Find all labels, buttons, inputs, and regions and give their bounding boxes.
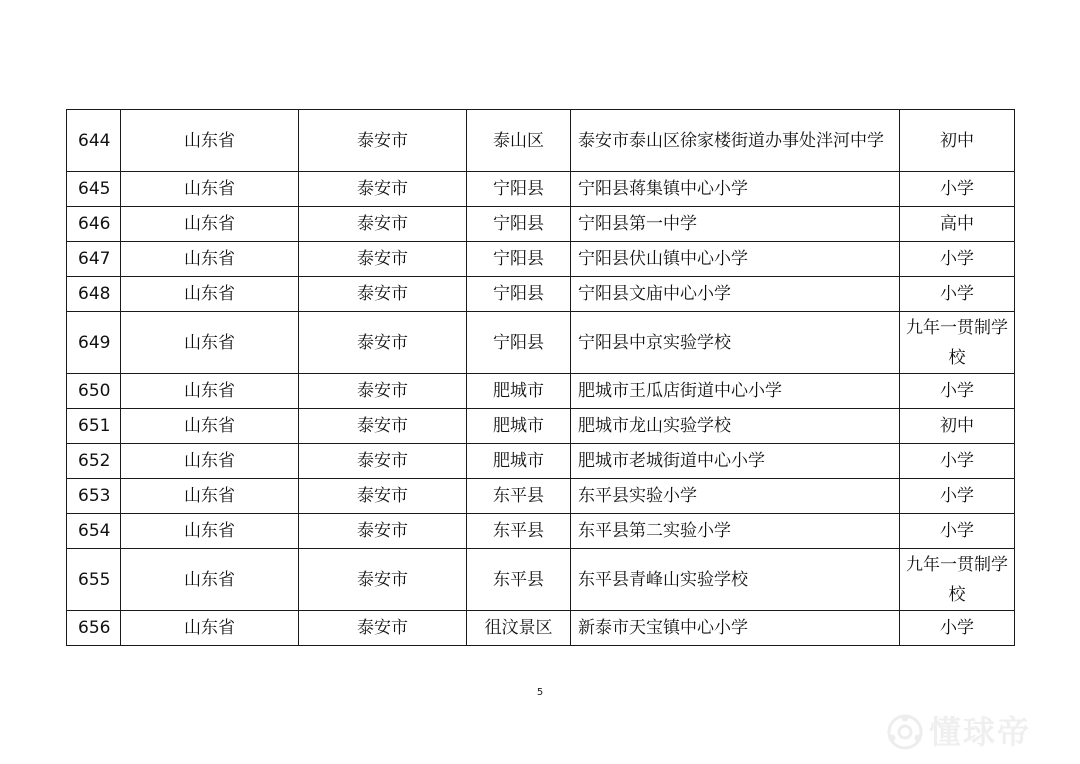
cell-school-level: 小学 (900, 277, 1015, 312)
cell-school-name: 东平县青峰山实验学校 (571, 549, 900, 611)
table-row (67, 172, 1015, 207)
cell-city: 泰安市 (299, 312, 467, 374)
cell-province: 山东省 (121, 172, 299, 207)
page-number: 5 (536, 687, 544, 698)
table-row (67, 312, 1015, 374)
table-row (67, 549, 1015, 611)
cell-district: 宁阳县 (467, 242, 571, 277)
cell-school-name: 肥城市老城街道中心小学 (571, 444, 900, 479)
cell-school-level: 小学 (900, 374, 1015, 409)
cell-city: 泰安市 (299, 242, 467, 277)
cell-school-level: 小学 (900, 514, 1015, 549)
cell-school-level: 小学 (900, 242, 1015, 277)
cell-school-name: 宁阳县第一中学 (571, 207, 900, 242)
cell-school-level: 高中 (900, 207, 1015, 242)
cell-number: 656 (67, 611, 121, 646)
table-row (67, 242, 1015, 277)
cell-city: 泰安市 (299, 409, 467, 444)
cell-province: 山东省 (121, 611, 299, 646)
cell-province: 山东省 (121, 277, 299, 312)
cell-number: 653 (67, 479, 121, 514)
cell-school-name: 宁阳县中京实验学校 (571, 312, 900, 374)
cell-number: 647 (67, 242, 121, 277)
cell-school-name: 宁阳县文庙中心小学 (571, 277, 900, 312)
cell-school-name: 东平县实验小学 (571, 479, 900, 514)
cell-city: 泰安市 (299, 611, 467, 646)
cell-city: 泰安市 (299, 514, 467, 549)
cell-province: 山东省 (121, 409, 299, 444)
table-row (67, 409, 1015, 444)
cell-school-name: 泰安市泰山区徐家楼街道办事处泮河中学 (571, 110, 900, 172)
cell-province: 山东省 (121, 444, 299, 479)
cell-district: 肥城市 (467, 409, 571, 444)
cell-city: 泰安市 (299, 444, 467, 479)
table-row (67, 277, 1015, 312)
cell-province: 山东省 (121, 110, 299, 172)
cell-province: 山东省 (121, 514, 299, 549)
cell-district: 宁阳县 (467, 277, 571, 312)
cell-number: 649 (67, 312, 121, 374)
cell-school-level: 初中 (900, 110, 1015, 172)
cell-school-name: 肥城市王瓜店街道中心小学 (571, 374, 900, 409)
school-list-table (66, 109, 1015, 646)
cell-city: 泰安市 (299, 277, 467, 312)
cell-district: 宁阳县 (467, 207, 571, 242)
cell-province: 山东省 (121, 374, 299, 409)
cell-city: 泰安市 (299, 172, 467, 207)
cell-school-level: 九年一贯制学校 (900, 549, 1015, 611)
cell-school-name: 新泰市天宝镇中心小学 (571, 611, 900, 646)
cell-number: 646 (67, 207, 121, 242)
cell-city: 泰安市 (299, 110, 467, 172)
cell-province: 山东省 (121, 242, 299, 277)
cell-number: 650 (67, 374, 121, 409)
cell-school-name: 宁阳县伏山镇中心小学 (571, 242, 900, 277)
cell-district: 肥城市 (467, 374, 571, 409)
cell-province: 山东省 (121, 207, 299, 242)
table-row (67, 611, 1015, 646)
cell-district: 宁阳县 (467, 172, 571, 207)
cell-school-level: 初中 (900, 409, 1015, 444)
cell-school-level: 小学 (900, 172, 1015, 207)
cell-city: 泰安市 (299, 374, 467, 409)
table-row (67, 514, 1015, 549)
watermark-text: 懂球帝 (929, 713, 1032, 751)
cell-school-name: 宁阳县蒋集镇中心小学 (571, 172, 900, 207)
cell-province: 山东省 (121, 312, 299, 374)
table-body (67, 110, 1015, 646)
cell-number: 651 (67, 409, 121, 444)
cell-school-level: 九年一贯制学校 (900, 312, 1015, 374)
watermark-logo-icon (885, 712, 925, 752)
cell-school-name: 肥城市龙山实验学校 (571, 409, 900, 444)
cell-number: 655 (67, 549, 121, 611)
cell-district: 徂汶景区 (467, 611, 571, 646)
cell-district: 宁阳县 (467, 312, 571, 374)
cell-number: 654 (67, 514, 121, 549)
cell-province: 山东省 (121, 549, 299, 611)
cell-number: 644 (67, 110, 121, 172)
cell-district: 泰山区 (467, 110, 571, 172)
table-row (67, 444, 1015, 479)
table-row (67, 110, 1015, 172)
table-row (67, 479, 1015, 514)
cell-school-name: 东平县第二实验小学 (571, 514, 900, 549)
cell-district: 肥城市 (467, 444, 571, 479)
cell-city: 泰安市 (299, 479, 467, 514)
cell-number: 648 (67, 277, 121, 312)
cell-city: 泰安市 (299, 549, 467, 611)
cell-city: 泰安市 (299, 207, 467, 242)
cell-district: 东平县 (467, 479, 571, 514)
table-row (67, 207, 1015, 242)
watermark (885, 710, 1070, 754)
cell-district: 东平县 (467, 549, 571, 611)
table-row (67, 374, 1015, 409)
cell-school-level: 小学 (900, 611, 1015, 646)
cell-school-level: 小学 (900, 479, 1015, 514)
cell-province: 山东省 (121, 479, 299, 514)
cell-number: 652 (67, 444, 121, 479)
cell-number: 645 (67, 172, 121, 207)
cell-district: 东平县 (467, 514, 571, 549)
cell-school-level: 小学 (900, 444, 1015, 479)
